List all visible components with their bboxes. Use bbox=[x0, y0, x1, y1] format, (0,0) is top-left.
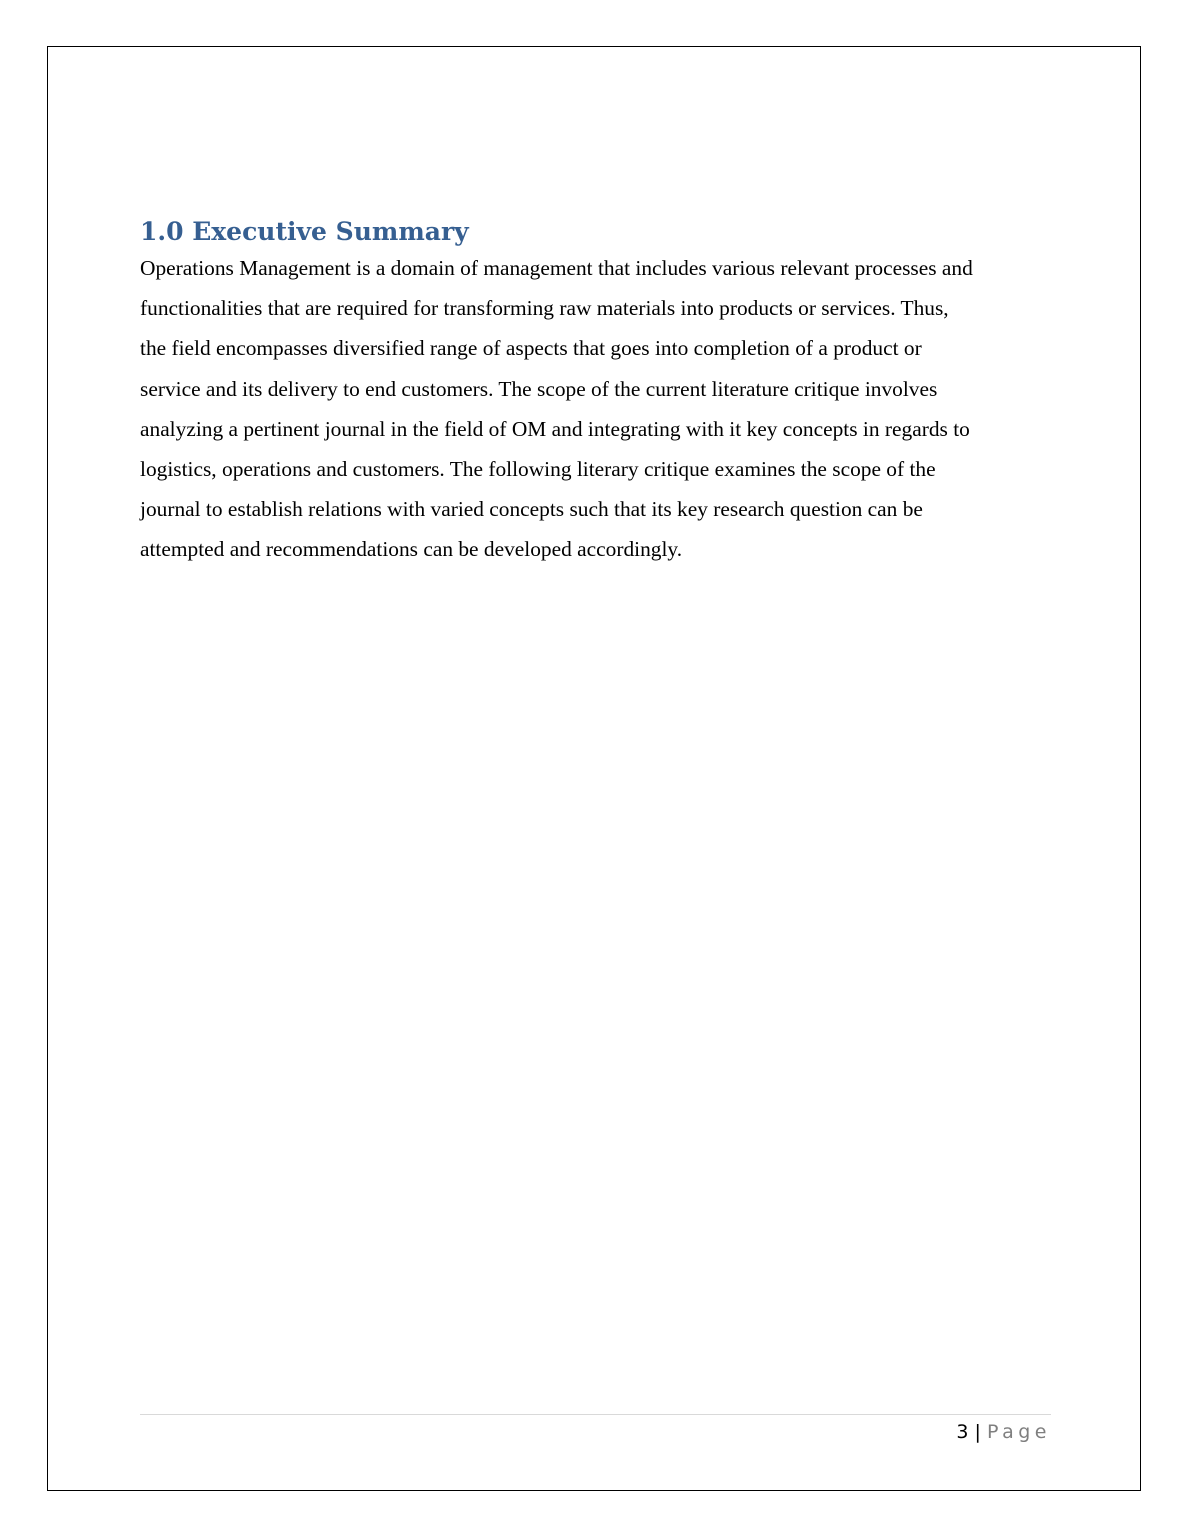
footer-divider bbox=[140, 1414, 1051, 1415]
paragraph-line: functionalities that are required for transforming raw materials into products or services. Thus, bbox=[140, 296, 949, 321]
paragraph-line: attempted and recommendations can be developed accordingly. bbox=[140, 537, 683, 562]
footer-separator: | bbox=[974, 1421, 981, 1443]
page-label: Page bbox=[987, 1421, 1051, 1443]
page-footer bbox=[956, 1418, 1051, 1446]
paragraph-line: service and its delivery to end customers. The scope of the current literature critique involves bbox=[140, 376, 938, 401]
page-number: 3 bbox=[956, 1421, 969, 1443]
paragraph-line: analyzing a pertinent journal in the field of OM and integrating with it key concepts in regards to bbox=[140, 416, 970, 441]
paragraph-line: the field encompasses diversified range of aspects that goes into completion of a product or bbox=[140, 336, 922, 361]
executive-summary-paragraph bbox=[140, 248, 1070, 570]
paragraph-line: logistics, operations and customers. The following literary critique examines the scope of the bbox=[140, 457, 936, 482]
paragraph-line: Operations Management is a domain of management that includes various relevant processes and bbox=[140, 256, 973, 280]
section-heading: 1.0 Executive Summary bbox=[140, 217, 469, 246]
paragraph-line: journal to establish relations with varied concepts such that its key research question can be bbox=[140, 497, 923, 522]
